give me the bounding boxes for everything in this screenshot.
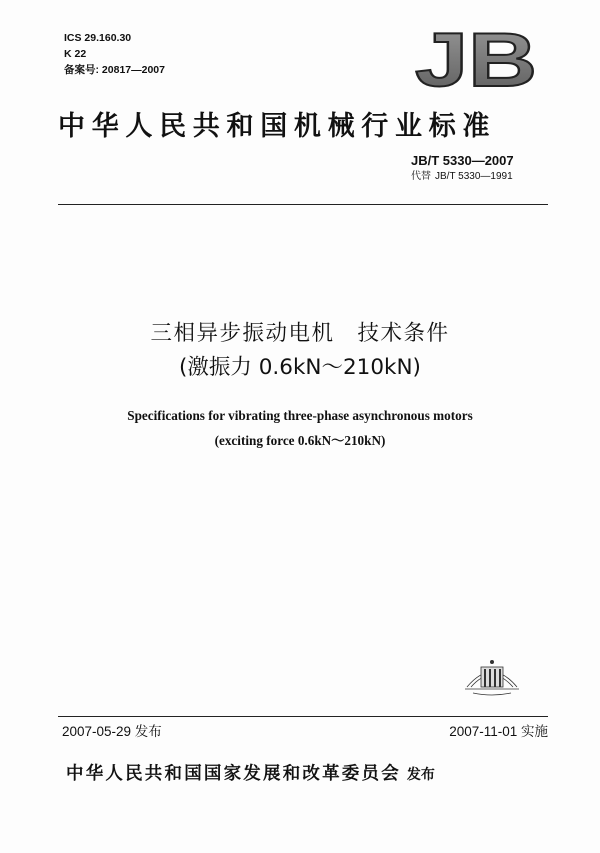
standard-number: JB/T 5330—2007 [411, 153, 514, 168]
issuer-line [66, 760, 435, 785]
record-number: 20817—2007 [101, 64, 165, 76]
replaces-line [411, 170, 517, 184]
classification-block [64, 30, 165, 78]
issuer-suffix: 发布 [406, 767, 435, 783]
bottom-divider [58, 716, 548, 717]
jb-logo [412, 26, 540, 92]
record-line [64, 62, 165, 78]
chinese-title-line2: (激振力 0.6kN～210kN) [179, 355, 421, 380]
ics-code: ICS 29.160.30 [64, 32, 132, 44]
english-title-line1: Specifications for vibrating three-phase asynchronous motors [127, 408, 473, 423]
jb-logo-text: JB [415, 26, 537, 92]
record-label: 备案号: [64, 64, 99, 76]
publisher-seal-emblem [461, 653, 523, 697]
issuer-name: 中华人民共和国国家发展和改革委员会 [66, 764, 401, 784]
top-divider [58, 204, 548, 205]
english-title-line2: (exciting force 0.6kN～210kN) [214, 433, 386, 448]
standard-code-block [411, 152, 517, 184]
standard-title: 中华人民共和国机械行业标准 [58, 111, 497, 142]
implementation-date: 2007-11-01 实施 [449, 724, 548, 739]
replaced-standard-number: JB/T 5330—1991 [435, 171, 513, 182]
issue-date: 2007-05-29 发布 [62, 724, 162, 739]
k-code: K 22 [64, 48, 87, 60]
chinese-title-line1: 三相异步振动电机 技术条件 [150, 321, 450, 346]
replaces-label: 代替 [411, 171, 431, 182]
